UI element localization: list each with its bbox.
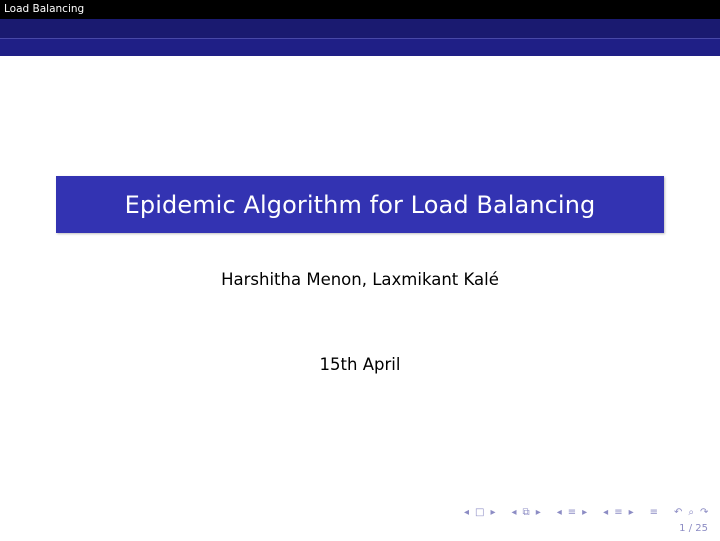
align-icon[interactable]: ≡ xyxy=(649,507,659,518)
section-next-icon[interactable]: ▸ xyxy=(582,507,588,518)
slide-date: 15th April xyxy=(319,355,401,374)
subsubsection-icon[interactable]: ≡ xyxy=(614,507,623,518)
subsection-icon[interactable]: ⧉ xyxy=(522,507,530,518)
slide-authors: Harshitha Menon, Laxmikant Kalé xyxy=(221,270,499,289)
subsubsection-prev-icon[interactable]: ◂ xyxy=(603,507,609,518)
navigation-bar xyxy=(462,506,710,520)
frame-icon[interactable]: □ xyxy=(475,507,485,518)
undo-icon[interactable]: ↶ xyxy=(674,507,683,518)
subsection-prev-icon[interactable]: ◂ xyxy=(511,507,517,518)
section-icon[interactable]: ≡ xyxy=(567,507,577,518)
subsection-next-icon[interactable]: ▸ xyxy=(535,507,541,518)
redo-icon[interactable]: ↷ xyxy=(700,507,709,518)
frame-next-icon[interactable]: ▸ xyxy=(490,507,496,518)
section-title: Load Balancing xyxy=(4,3,85,15)
page-indicator: 1 / 25 xyxy=(679,523,708,534)
section-prev-icon[interactable]: ◂ xyxy=(556,507,562,518)
title-box xyxy=(56,176,664,233)
search-icon[interactable]: ⌕ xyxy=(688,507,695,518)
headline-bar xyxy=(0,0,720,19)
frame-prev-icon[interactable]: ◂ xyxy=(464,507,470,518)
header-band-bottom xyxy=(0,39,720,56)
slide-title: Epidemic Algorithm for Load Balancing xyxy=(124,190,596,219)
header-band-top xyxy=(0,19,720,38)
subsubsection-next-icon[interactable]: ▸ xyxy=(628,507,634,518)
